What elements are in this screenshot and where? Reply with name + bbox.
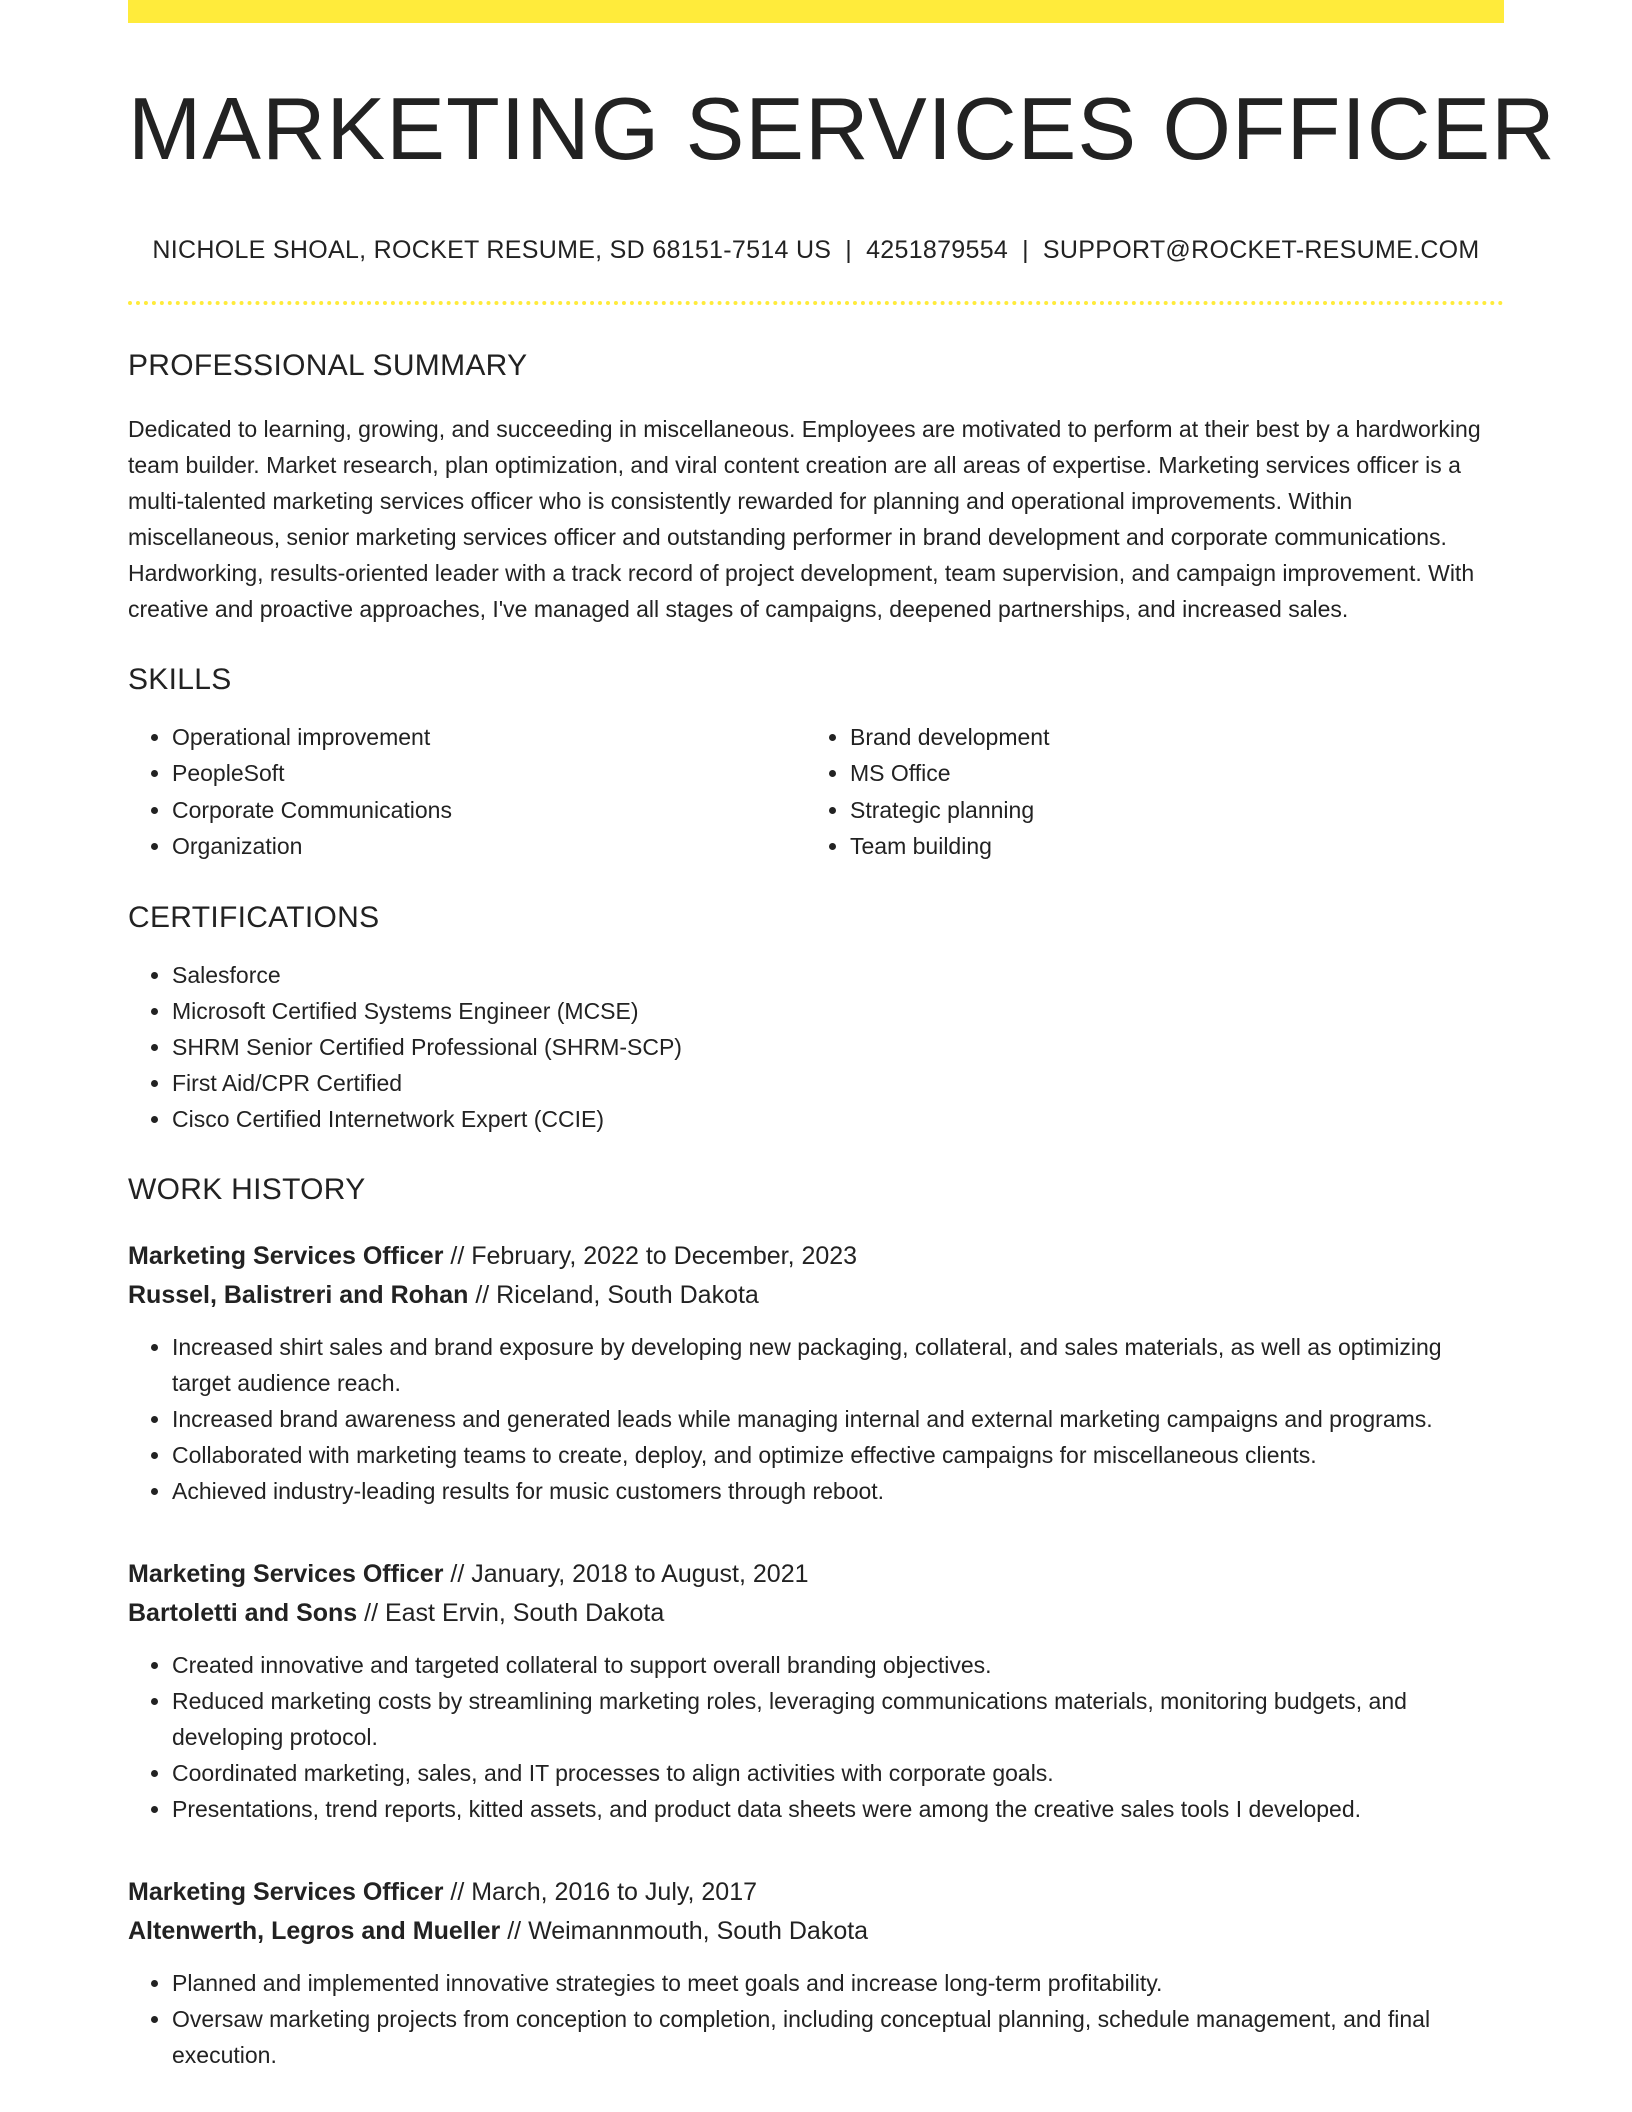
work-history-heading: WORK HISTORY	[128, 1172, 366, 1206]
job-company-line	[128, 1594, 1504, 1633]
job-role-line	[128, 1237, 1504, 1276]
certifications-heading: CERTIFICATIONS	[128, 900, 380, 934]
job-role: Marketing Services Officer	[128, 1877, 444, 1906]
contact-separator: |	[1022, 235, 1029, 264]
skill-item: • Brand development	[850, 719, 1484, 756]
job-bullet: • Planned and implemented innovative strategies to meet goals and increase long-term profitability.	[172, 1965, 1504, 2001]
skill-item: • Organization	[172, 828, 806, 865]
skill-item: • Team building	[850, 828, 1484, 865]
job-location: // East Ervin, South Dakota	[357, 1598, 665, 1627]
certifications-section	[128, 901, 1504, 1137]
certification-item: • Cisco Certified Internetwork Expert (CCIE)	[172, 1101, 1504, 1137]
job-bullet: • Collaborated with marketing teams to create, deploy, and optimize effective campaigns for miscellaneous clients.	[172, 1437, 1504, 1473]
job-company: Russel, Balistreri and Rohan	[128, 1280, 469, 1309]
skills-column-left	[128, 719, 806, 865]
job-dates: // March, 2016 to July, 2017	[443, 1877, 758, 1906]
skills-heading: SKILLS	[128, 662, 232, 696]
skill-item: • Corporate Communications	[172, 792, 806, 829]
top-accent-bar	[128, 0, 1504, 23]
job-company-line	[128, 1912, 1504, 1951]
job-bullet: • Increased shirt sales and brand exposure by developing new packaging, collateral, and sales materials, as well as optimizing target audience reach.	[172, 1329, 1504, 1401]
job-role: Marketing Services Officer	[128, 1241, 444, 1270]
job-dates: // January, 2018 to August, 2021	[443, 1559, 809, 1588]
job-company: Bartoletti and Sons	[128, 1598, 358, 1627]
skill-item: • Operational improvement	[172, 719, 806, 756]
resume-page	[128, 0, 1556, 2073]
job-role-line	[128, 1555, 1504, 1594]
job-role: Marketing Services Officer	[128, 1559, 444, 1588]
certifications-list	[128, 957, 1504, 1137]
contact-phone: 4251879554	[866, 235, 1009, 264]
job-entry	[128, 1237, 1504, 1509]
contact-separator: |	[845, 235, 853, 264]
skills-section	[128, 663, 1504, 865]
certification-item: • SHRM Senior Certified Professional (SHRM-SCP)	[172, 1029, 1504, 1065]
skill-item: • PeopleSoft	[172, 755, 806, 792]
job-bullet: • Coordinated marketing, sales, and IT processes to align activities with corporate goals.	[172, 1755, 1504, 1791]
summary-heading: PROFESSIONAL SUMMARY	[128, 348, 528, 382]
job-dates: // February, 2022 to December, 2023	[443, 1241, 858, 1270]
skills-grid	[128, 719, 1504, 865]
contact-line	[128, 236, 1504, 265]
skill-item: • MS Office	[850, 755, 1484, 792]
job-bullet: • Created innovative and targeted collateral to support overall branding objectives.	[172, 1647, 1504, 1683]
job-bullet: • Oversaw marketing projects from conception to completion, including conceptual planning, schedule management, and final execution.	[172, 2001, 1504, 2073]
job-bullet: • Achieved industry-leading results for music customers through reboot.	[172, 1473, 1504, 1509]
contact-email: SUPPORT@ROCKET-RESUME.COM	[1042, 235, 1480, 264]
summary-text: Dedicated to learning, growing, and succeeding in miscellaneous. Employees are motivated to perform at their best by a hardworking team builder. Market research, plan optimization, and viral content creation are all areas of expertise. Marketing services officer is a multi-talented marketing services officer who is consistently rewarded for planning and operational improvements. Within miscellaneous, senior marketing services officer and outstanding performer in brand development and corporate communications. Hardworking, results-oriented leader with a track record of project development, team supervision, and campaign improvement. With creative and proactive approaches, I've managed all stages of campaigns, deepened partnerships, and increased sales.	[128, 415, 1481, 622]
job-company-line	[128, 1276, 1504, 1315]
job-bullets	[128, 1647, 1504, 1827]
certification-item: • Microsoft Certified Systems Engineer (MCSE)	[172, 993, 1504, 1029]
job-bullet: • Increased brand awareness and generated leads while managing internal and external marketing campaigns and programs.	[172, 1401, 1504, 1437]
job-bullets	[128, 1329, 1504, 1509]
job-location: // Riceland, South Dakota	[468, 1280, 759, 1309]
job-entry	[128, 1555, 1504, 1827]
skills-column-right	[806, 719, 1484, 865]
job-location: // Weimannmouth, South Dakota	[500, 1916, 869, 1945]
job-bullet: • Reduced marketing costs by streamlining marketing roles, leveraging communications materials, monitoring budgets, and developing protocol.	[172, 1683, 1504, 1755]
certification-item: • Salesforce	[172, 957, 1504, 993]
job-entry	[128, 1873, 1504, 2073]
job-bullets	[128, 1965, 1504, 2073]
resume-title: MARKETING SERVICES OFFICER	[128, 79, 1556, 178]
skill-item: • Strategic planning	[850, 792, 1484, 829]
dotted-divider	[128, 301, 1504, 305]
work-history-section	[128, 1173, 1504, 2073]
job-bullet: • Presentations, trend reports, kitted assets, and product data sheets were among the creative sales tools I developed.	[172, 1791, 1504, 1827]
job-company: Altenwerth, Legros and Mueller	[128, 1916, 501, 1945]
certification-item: • First Aid/CPR Certified	[172, 1065, 1504, 1101]
job-role-line	[128, 1873, 1504, 1912]
contact-address: NICHOLE SHOAL, ROCKET RESUME, SD 68151-7514 US	[152, 235, 832, 264]
